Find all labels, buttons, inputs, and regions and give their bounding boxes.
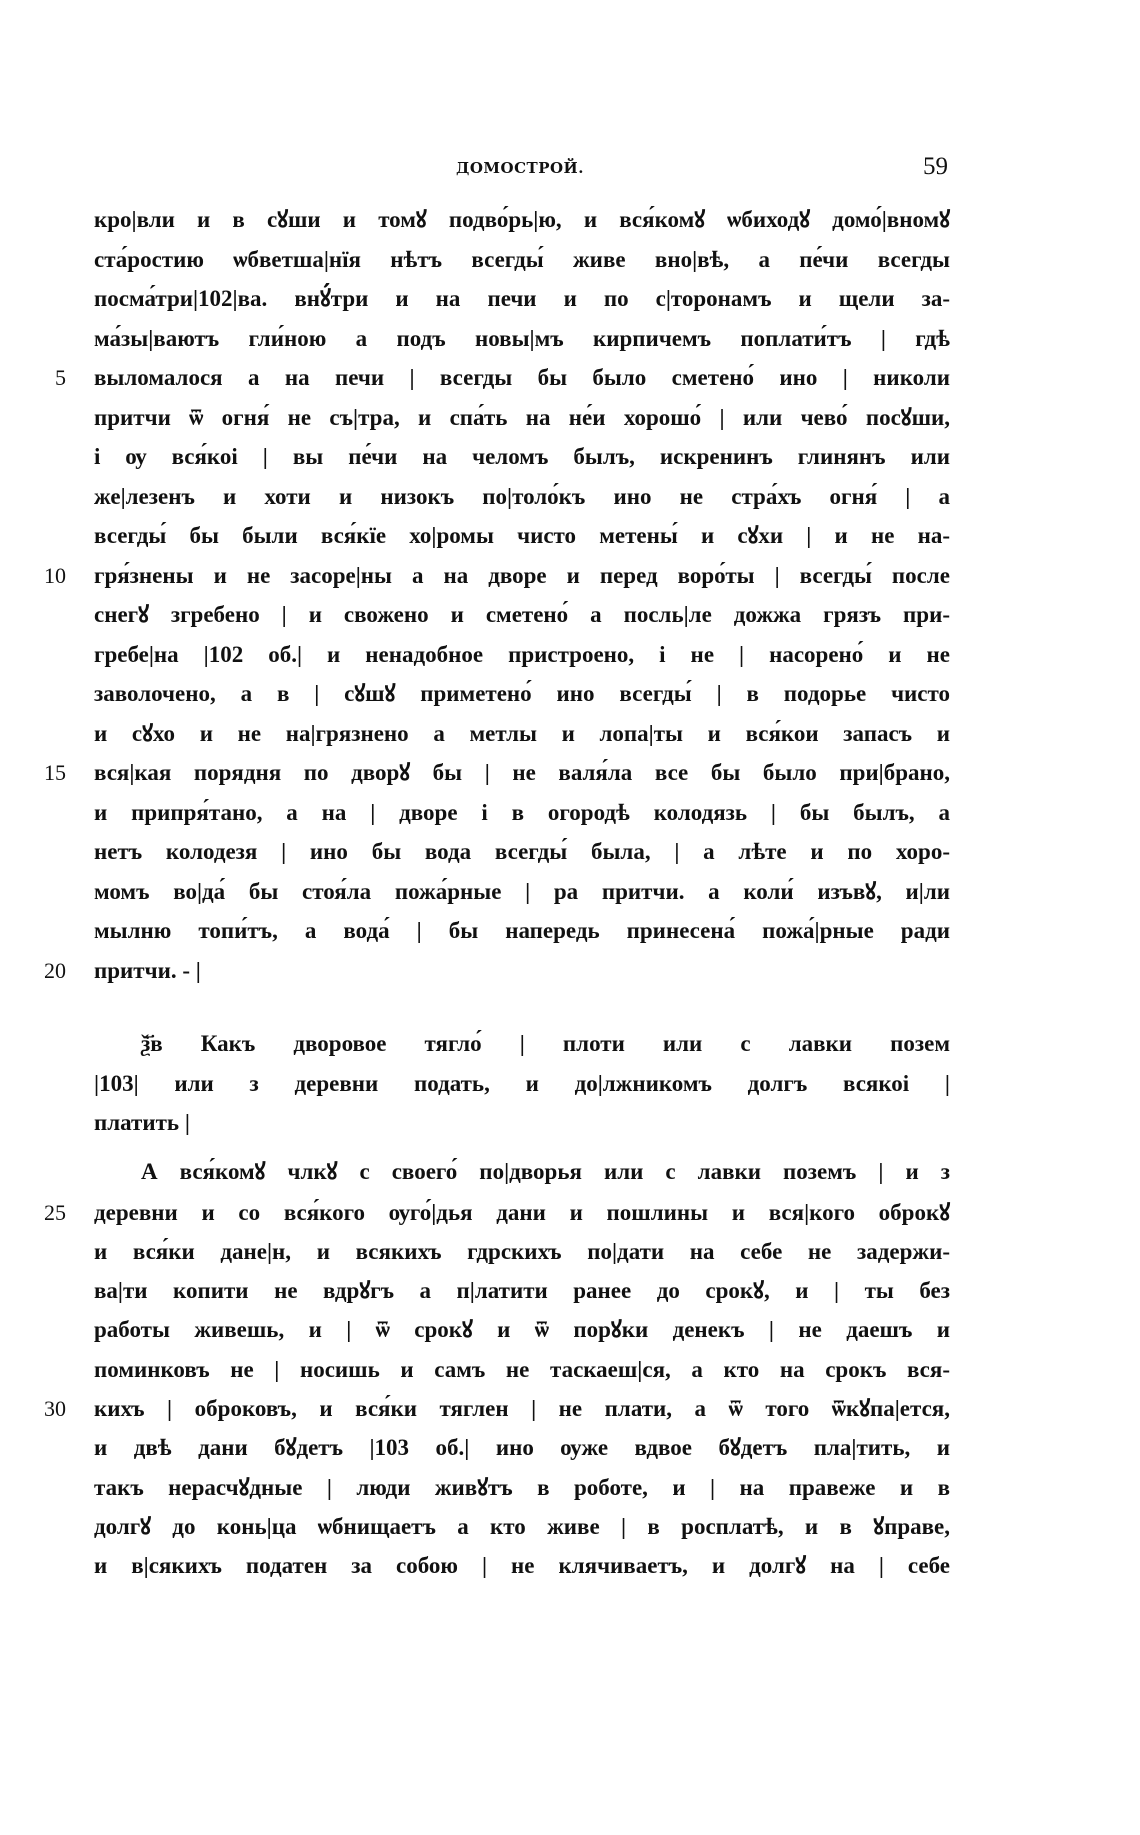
page-number: 59 — [923, 153, 948, 180]
text-line: гря́знены и не засоре|ны а на дворе и перед воро́ты | всегды́ после — [94, 562, 950, 588]
text-line: мылню топи́тъ, а вода́ | бы напередь принесена́ пожа́|рные ради — [94, 918, 950, 943]
text-line: і ѹ вся́коі | вы пе́чи на челомъ былъ, искренинъ глинянъ или — [94, 444, 950, 469]
text-line: деревни и со вся́кого ѹго́|дья дани и пошлины и вся|кого оброкꙋ — [94, 1199, 950, 1225]
text-line: ма́зы|ваютъ гли́ною а подъ новы|мъ кирпичемъ поплати́тъ | гдѣ — [94, 325, 950, 351]
text-line: выломалося а на печи | всегды бы было сметено́ ино | николи — [94, 365, 950, 390]
text-line: и припря́тано, а на | дворе і в огородѣ колодязь | бы былъ, а — [94, 799, 950, 825]
text-line: ста́ростию ѡбветша|нїя нѣтъ всегды́ живе вно|вѣ, а пе́чи всегды — [94, 246, 950, 272]
text-line: вся|кая порядня по дворꙋ бы | не валя́ла все бы было при|брано, — [94, 760, 950, 785]
text-line: же|лезенъ и хоти и низокъ по|толо́къ ино не стра́хъ огня́ | а — [94, 483, 950, 509]
text-line: нетъ колодезя | ино бы вода всегды́ была, | а лѣте и по хоро- — [94, 839, 950, 864]
text-line: и двѣ дани бꙋдетъ |103 об.| ино ѹже вдвое бꙋдетъ пла|тить, и — [94, 1435, 950, 1461]
line-number: 10 — [44, 562, 66, 588]
text-line: гребе|на |102 об.| и ненадобное пристроено, і не | насорено́ и не — [94, 641, 950, 667]
text-line: притчи. - | — [94, 957, 201, 983]
running-title: ДОМОСТРОЙ. — [456, 159, 584, 177]
chapter-heading-line: платить | — [94, 1110, 190, 1135]
text-line: кро|вли и в сꙋши и томꙋ подво́рь|ю, и вся́комꙋ ѡбиходꙋ домо́|вномꙋ — [94, 207, 950, 232]
text-line: ва|ти копити не вдрꙋгъ а п|латити ранее до срокꙋ, и | ты без — [94, 1278, 950, 1304]
text-line: и сꙋхо и не на|грязнено а метлы и лопа|ты и вся́кои запасъ и — [94, 720, 950, 746]
line-number: 25 — [44, 1199, 66, 1225]
chapter-heading-line: ѯ҃в Какъ дворовое тягло́ | плоти или с лавки позем — [141, 1031, 950, 1056]
text-line: момъ во|да́ бы стоя́ла пожа́рные | ра притчи. а коли́ изъвꙋ, и|ли — [94, 878, 950, 904]
line-number: 5 — [55, 365, 66, 390]
text-line: притчи ѿ огня́ не съ|тра, и спа́ть на не́и хорошо́ | или чево́ посꙋши, — [94, 404, 950, 430]
line-number: 20 — [44, 957, 66, 983]
text-line: долгꙋ до конь|ца ѡбнищаетъ а кто живе | в росплатѣ, и в ꙋправе, — [94, 1513, 950, 1539]
text-line: и вся́ки дане|н, и всякихъ гдрскихъ по|дати на себе не задержи- — [94, 1238, 950, 1264]
chapter-heading-line: |103| или з деревни подать, и до|лжникомъ долгъ всякоі | — [94, 1071, 950, 1096]
text-line: посма́три|102|ва. внꙋ́три и на печи и по с|торонамъ и щели за- — [94, 286, 950, 311]
text-line: и в|сякихъ податен за собою | не клячиваетъ, и долгꙋ на | себе — [94, 1553, 950, 1579]
text-line: такъ нерасчꙋдные | люди живꙋтъ в роботе, и | на правеже и в — [94, 1474, 950, 1500]
text-line: работы живешь, и | ѿ срокꙋ и ѿ порꙋки денекъ | не даешъ и — [94, 1317, 950, 1343]
text-line: заволочено, а в | сꙋшꙋ приметено́ ино всегды́ | в подорье чисто — [94, 681, 950, 706]
line-number: 30 — [44, 1396, 66, 1421]
text-line: всегды́ бы были вся́кїе хо|ромы чисто метены́ и сꙋхи | и не на- — [94, 523, 950, 548]
text-line: А вся́комꙋ члкꙋ с своего́ по|дворья или с лавки поземъ | и з — [141, 1159, 950, 1184]
line-number: 15 — [44, 760, 66, 785]
text-line: снегꙋ згребено | и свожено и сметено́ а посль|ле дожжа грязъ при- — [94, 602, 950, 627]
text-line: поминковъ не | носишь и самъ не таскаеш|ся, а кто на срокъ вся- — [94, 1356, 950, 1382]
text-line: кихъ | оброковъ, и вся́ки тяглен | не плати, а ѿ того ѿкꙋпа|ется, — [94, 1396, 950, 1421]
